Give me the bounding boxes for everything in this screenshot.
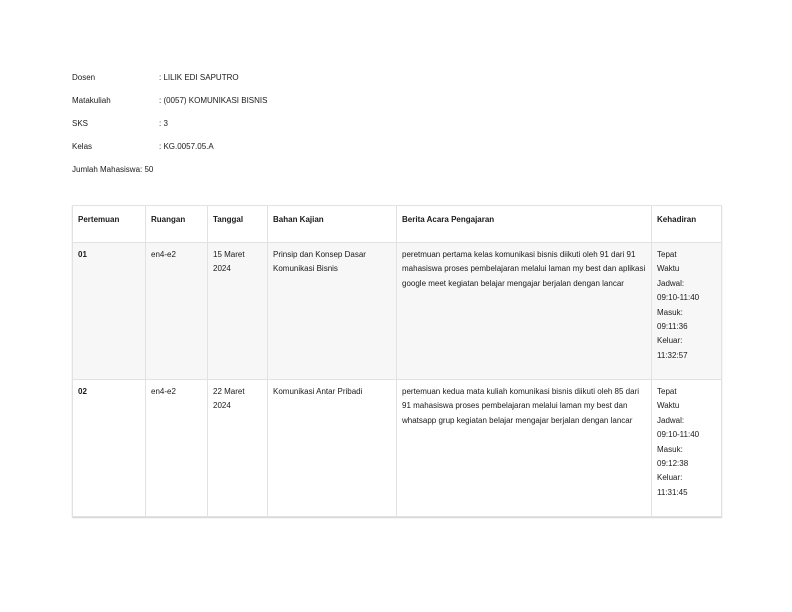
- info-value: : (0057) KOMUNIKASI BISNIS: [159, 96, 268, 105]
- header-bahan-kajian: Bahan Kajian: [268, 206, 397, 243]
- cell-tanggal: 15 Maret 2024: [208, 243, 268, 380]
- kehadiran-line: Keluar:: [657, 473, 683, 483]
- cell-berita-acara: pertemuan kedua mata kuliah komunikasi bisnis diikuti oleh 85 dari 91 mahasiswa proses pembelajaran melalui laman my best dan whatsapp grup kegiatan belajar mengajar berjalan dengan lancar: [397, 380, 652, 517]
- header-pertemuan: Pertemuan: [73, 206, 146, 243]
- kehadiran-line: Keluar:: [657, 336, 683, 346]
- header-ruangan: Ruangan: [146, 206, 208, 243]
- info-value: : KG.0057.05.A: [159, 142, 214, 151]
- kehadiran-line: Jadwal:: [657, 415, 685, 425]
- kehadiran-line: 11:31:45: [657, 487, 688, 497]
- kehadiran-line: Masuk:: [657, 444, 683, 454]
- kehadiran-line: 09:12:38: [657, 459, 689, 469]
- info-value: : LILIK EDI SAPUTRO: [159, 73, 239, 82]
- table-row: [73, 243, 722, 380]
- cell-bahan-kajian: Komunikasi Antar Pribadi: [268, 380, 397, 517]
- cell-ruangan: en4-e2: [146, 380, 208, 517]
- info-value: : 50: [140, 165, 154, 174]
- cell-kehadiran: [652, 380, 722, 517]
- info-label: Jumlah Mahasiswa: [72, 165, 141, 174]
- cell-pertemuan: 02: [73, 380, 146, 517]
- info-value: : 3: [159, 119, 168, 128]
- header-berita-acara: Berita Acara Pengajaran: [397, 206, 652, 243]
- cell-ruangan: en4-e2: [146, 243, 208, 380]
- header-kehadiran: Kehadiran: [652, 206, 722, 243]
- kehadiran-line: Tepat: [657, 250, 677, 259]
- kehadiran-line: 09:10-11:40: [657, 293, 700, 303]
- header-tanggal: Tanggal: [208, 206, 268, 243]
- info-row-jumlah-mahasiswa: [72, 164, 153, 175]
- table-row: [73, 380, 722, 517]
- table-header-row: [73, 206, 722, 243]
- cell-bahan-kajian: Prinsip dan Konsep Dasar Komunikasi Bisnis: [268, 243, 397, 380]
- cell-tanggal: 22 Maret 2024: [208, 380, 268, 517]
- kehadiran-line: 09:10-11:40: [657, 430, 700, 440]
- info-label: Matakuliah: [72, 96, 111, 105]
- kehadiran-line: Jadwal:: [657, 278, 685, 288]
- kehadiran-line: 09:11:36: [657, 322, 688, 332]
- cell-pertemuan: 01: [73, 243, 146, 380]
- info-label: Kelas: [72, 142, 93, 151]
- info-label: Dosen: [72, 73, 96, 82]
- kehadiran-line: Tepat: [657, 387, 677, 396]
- cell-berita-acara: peretmuan pertama kelas komunikasi bisnis diikuti oleh 91 dari 91 mahasiswa proses pembelajaran melalui laman my best dan aplikasi google meet kegiatan belajar mengajar berjalan dengan lancar: [397, 243, 652, 380]
- kehadiran-line: Waktu: [657, 401, 680, 411]
- attendance-table: [72, 205, 722, 517]
- kehadiran-line: 11:32:57: [657, 350, 688, 360]
- info-label: SKS: [72, 119, 89, 128]
- kehadiran-line: Waktu: [657, 264, 680, 274]
- kehadiran-line: Masuk:: [657, 307, 683, 317]
- cell-kehadiran: [652, 243, 722, 380]
